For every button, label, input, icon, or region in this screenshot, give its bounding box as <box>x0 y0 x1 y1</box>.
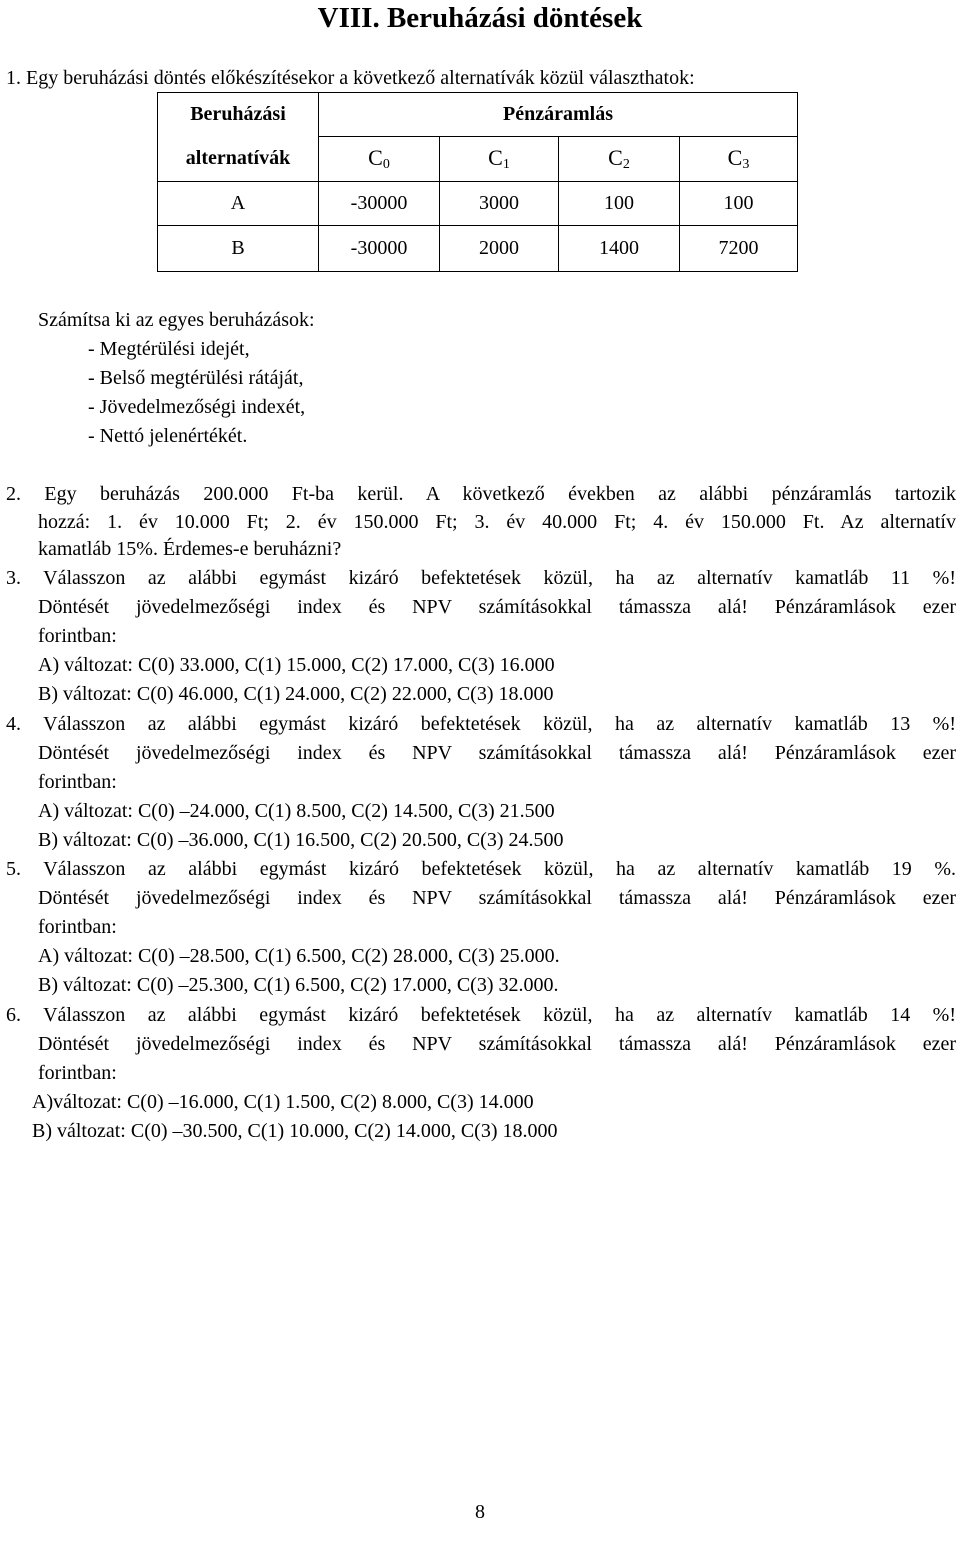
q3-line: B) változat: C(0) 46.000, C(1) 24.000, C(2) 22.000, C(3) 18.000 <box>38 683 554 705</box>
table-col-c3: $C_3$ <box>680 137 798 182</box>
page-number: 8 <box>475 1501 485 1523</box>
q6-line: 6. Válasszon az alábbi egymást kizáró befektetések közül, ha az alternatív kamatláb 14 %! <box>6 1004 956 1026</box>
table-head-col1-line2: alternatívák <box>158 137 319 182</box>
table-row-label: A <box>158 182 319 226</box>
table-cell: -30000 <box>319 182 440 226</box>
q1-bullet: - Belső megtérülési rátáját, <box>88 367 304 389</box>
q4-line: B) változat: C(0) –36.000, C(1) 16.500, C(2) 20.500, C(3) 24.500 <box>38 829 564 851</box>
q5-line: 5. Válasszon az alábbi egymást kizáró befektetések közül, ha az alternatív kamatláb 19 %. <box>6 858 956 880</box>
q6-line: forintban: <box>38 1062 117 1084</box>
q4-line: Döntését jövedelmezőségi index és NPV számításokkal támassza alá! Pénzáramlások ezer <box>38 742 956 764</box>
q3-line: forintban: <box>38 625 117 647</box>
table-cell: 7200 <box>680 226 798 272</box>
table-cell: -30000 <box>319 226 440 272</box>
q1-intro: 1. Egy beruházási döntés előkészítésekor a következő alternatívák közül választhatok: <box>6 67 695 89</box>
q1-bullet: - Nettó jelenértékét. <box>88 425 248 447</box>
q4-line: forintban: <box>38 771 117 793</box>
q3-line: Döntését jövedelmezőségi index és NPV számításokkal támassza alá! Pénzáramlások ezer <box>38 596 956 618</box>
q3-line: 3. Válasszon az alábbi egymást kizáró befektetések közül, ha az alternatív kamatláb 11 %! <box>6 567 956 589</box>
q5-line: A) változat: C(0) –28.500, C(1) 6.500, C(2) 28.000, C(3) 25.000. <box>38 945 560 967</box>
cashflow-table <box>157 92 798 272</box>
table-cell: 2000 <box>440 226 559 272</box>
q6-line: A)változat: C(0) –16.000, C(1) 1.500, C(2) 8.000, C(3) 14.000 <box>32 1091 534 1113</box>
q2-line: kamatláb 15%. Érdemes-e beruházni? <box>38 538 342 560</box>
q4-line: 4. Válasszon az alábbi egymást kizáró befektetések közül, ha az alternatív kamatláb 13 %! <box>6 713 956 735</box>
q6-line: B) változat: C(0) –30.500, C(1) 10.000, C(2) 14.000, C(3) 18.000 <box>32 1120 558 1142</box>
q6-line: Döntését jövedelmezőségi index és NPV számításokkal támassza alá! Pénzáramlások ezer <box>38 1033 956 1055</box>
q1-bullet: - Megtérülési idejét, <box>88 338 250 360</box>
q2-line: 2. Egy beruházás 200.000 Ft-ba kerül. A következő években az alábbi pénzáramlás tartozik <box>6 483 956 505</box>
q5-line: B) változat: C(0) –25.300, C(1) 6.500, C(2) 17.000, C(3) 32.000. <box>38 974 559 996</box>
table-col-c2: $C_2$ <box>559 137 680 182</box>
table-cell: 3000 <box>440 182 559 226</box>
table-cell: 100 <box>680 182 798 226</box>
table-row <box>158 182 798 226</box>
table-head-col1-line1: Beruházási <box>158 93 319 137</box>
q1-bullet: - Jövedelmezőségi indexét, <box>88 396 306 418</box>
table-row-label: B <box>158 226 319 272</box>
table-col-c0: $C_0$ <box>319 137 440 182</box>
q2-line: hozzá: 1. év 10.000 Ft; 2. év 150.000 Ft; 3. év 40.000 Ft; 4. év 150.000 Ft. Az alternatív <box>38 511 956 533</box>
table-cell: 1400 <box>559 226 680 272</box>
q5-line: forintban: <box>38 916 117 938</box>
q4-line: A) változat: C(0) –24.000, C(1) 8.500, C(2) 14.500, C(3) 21.500 <box>38 800 555 822</box>
q3-line: A) változat: C(0) 33.000, C(1) 15.000, C(2) 17.000, C(3) 16.000 <box>38 654 555 676</box>
table-head-group: Pénzáramlás <box>319 93 798 137</box>
table-row <box>158 226 798 272</box>
table-col-c1: $C_1$ <box>440 137 559 182</box>
page-title: VIII. Beruházási döntések <box>317 2 643 34</box>
q5-line: Döntését jövedelmezőségi index és NPV számításokkal támassza alá! Pénzáramlások ezer <box>38 887 956 909</box>
table-cell: 100 <box>559 182 680 226</box>
q1-task: Számítsa ki az egyes beruházások: <box>38 309 315 331</box>
